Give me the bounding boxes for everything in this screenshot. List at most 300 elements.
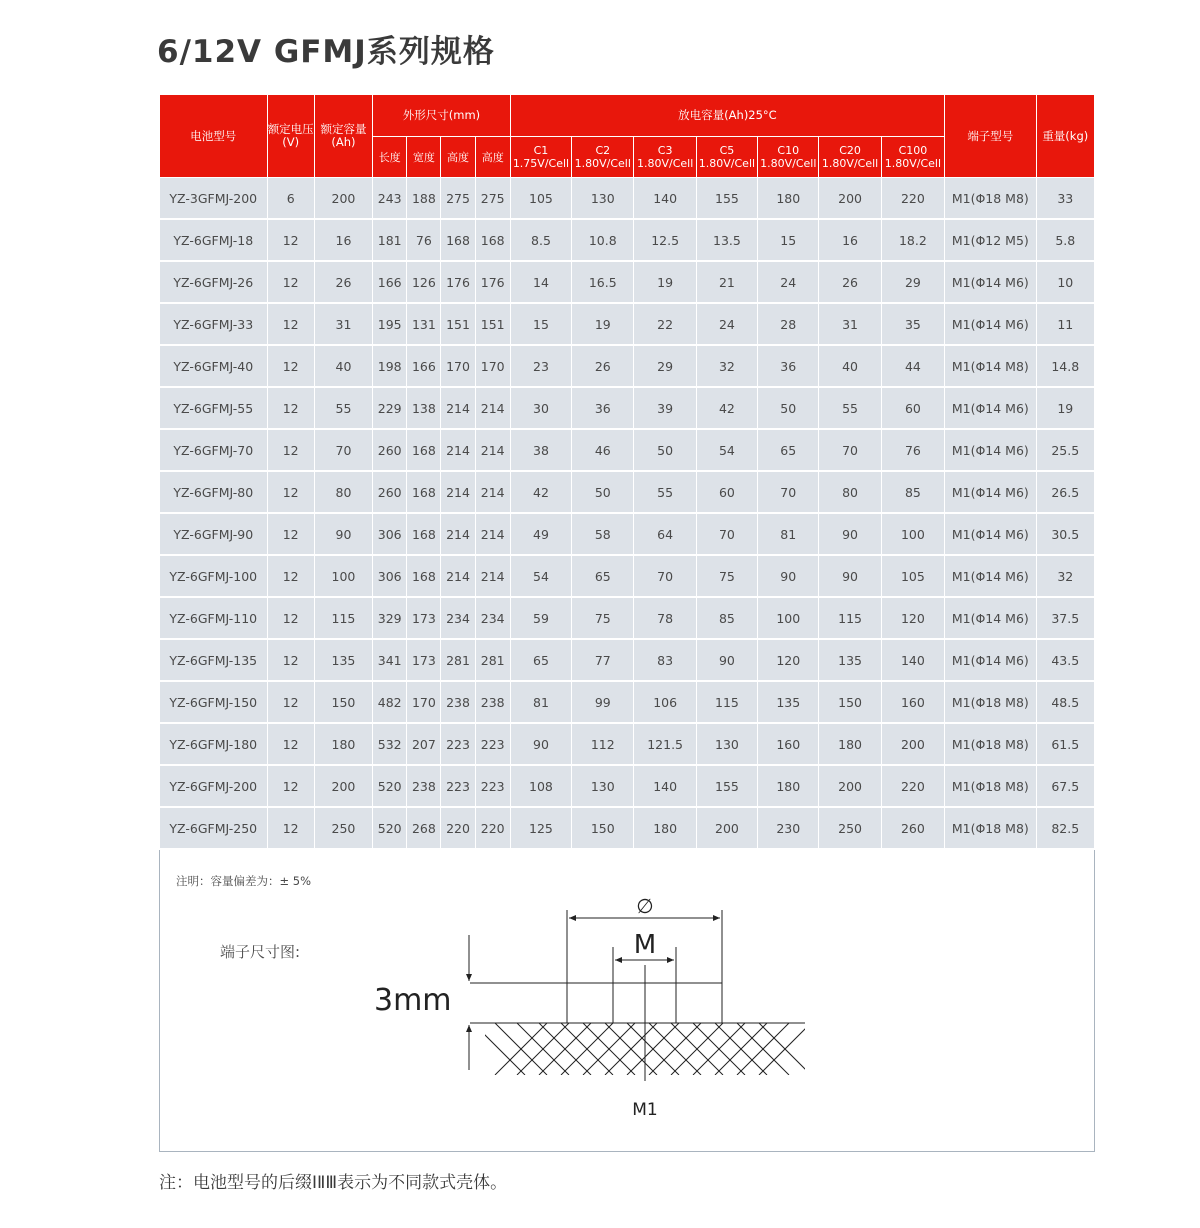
table-cell: 32 [1036, 555, 1094, 597]
table-cell: 166 [407, 345, 441, 387]
table-row [160, 639, 1095, 681]
table-cell: 214 [441, 387, 475, 429]
discharge-col-voltage: 1.80V/Cell [698, 157, 756, 170]
table-cell: M1(Φ14 M8) [945, 345, 1036, 387]
table-cell: 168 [407, 513, 441, 555]
table-cell: 125 [510, 807, 571, 849]
table-cell: 168 [407, 471, 441, 513]
table-row [160, 807, 1095, 849]
table-cell: 33 [1036, 178, 1094, 220]
table-cell: YZ-6GFMJ-40 [160, 345, 268, 387]
table-cell: 520 [373, 765, 407, 807]
table-cell: 26 [819, 261, 881, 303]
discharge-col-name: C20 [839, 144, 861, 157]
table-cell: M1(Φ18 M8) [945, 681, 1036, 723]
table-row [160, 178, 1095, 220]
table-cell: 12 [267, 807, 314, 849]
table-cell: 105 [881, 555, 944, 597]
table-cell: 243 [373, 178, 407, 220]
table-cell: 24 [696, 303, 757, 345]
table-cell: 100 [881, 513, 944, 555]
table-cell: 130 [572, 765, 634, 807]
table-cell: 170 [441, 345, 475, 387]
table-cell: 181 [373, 219, 407, 261]
table-cell: 28 [758, 303, 819, 345]
terminal-diagram [455, 885, 815, 1125]
table-cell: 214 [475, 429, 510, 471]
table-cell: 83 [634, 639, 696, 681]
table-cell: 40 [314, 345, 372, 387]
table-cell: 65 [510, 639, 571, 681]
table-cell: 10.8 [572, 219, 634, 261]
table-cell: YZ-6GFMJ-200 [160, 765, 268, 807]
table-cell: YZ-6GFMJ-55 [160, 387, 268, 429]
table-cell: M1(Φ18 M8) [945, 765, 1036, 807]
table-cell: 229 [373, 387, 407, 429]
diagram-label: 端子尺寸图: [220, 943, 301, 961]
table-cell: YZ-6GFMJ-110 [160, 597, 268, 639]
table-cell: YZ-6GFMJ-70 [160, 429, 268, 471]
table-cell: 173 [407, 639, 441, 681]
table-cell: 30.5 [1036, 513, 1094, 555]
table-cell: 214 [475, 555, 510, 597]
table-cell: 150 [572, 807, 634, 849]
table-cell: 42 [696, 387, 757, 429]
table-cell: 140 [634, 178, 696, 220]
table-cell: 16.5 [572, 261, 634, 303]
table-cell: 70 [758, 471, 819, 513]
table-cell: 12 [267, 261, 314, 303]
header-weight: 重量(kg) [1036, 95, 1094, 178]
table-cell: 238 [407, 765, 441, 807]
table-cell: 78 [634, 597, 696, 639]
table-cell: 43.5 [1036, 639, 1094, 681]
discharge-col-voltage: 1.80V/Cell [821, 157, 879, 170]
table-cell: 25.5 [1036, 429, 1094, 471]
table-cell: 21 [696, 261, 757, 303]
table-cell: 160 [881, 681, 944, 723]
table-row [160, 723, 1095, 765]
table-cell: 19 [634, 261, 696, 303]
table-cell: 281 [475, 639, 510, 681]
header-dim-col: 长度 [373, 137, 407, 178]
header-discharge-col [819, 137, 881, 178]
header-model: 电池型号 [160, 95, 268, 178]
table-cell: M1(Φ14 M6) [945, 597, 1036, 639]
table-cell: 200 [819, 765, 881, 807]
table-cell: 80 [314, 471, 372, 513]
table-cell: 160 [758, 723, 819, 765]
discharge-col-name: C100 [898, 144, 928, 157]
table-cell: 36 [758, 345, 819, 387]
table-cell: 306 [373, 555, 407, 597]
table-cell: 180 [758, 178, 819, 220]
table-cell: 70 [696, 513, 757, 555]
table-cell: 15 [758, 219, 819, 261]
table-cell: 115 [314, 597, 372, 639]
table-cell: 80 [819, 471, 881, 513]
table-cell: M1(Φ18 M8) [945, 178, 1036, 220]
table-cell: 200 [819, 178, 881, 220]
table-cell: 85 [696, 597, 757, 639]
table-cell: 90 [314, 513, 372, 555]
table-cell: 100 [314, 555, 372, 597]
table-cell: 176 [441, 261, 475, 303]
table-row [160, 303, 1095, 345]
table-cell: 36 [572, 387, 634, 429]
table-cell: 70 [634, 555, 696, 597]
table-row [160, 387, 1095, 429]
table-cell: 238 [441, 681, 475, 723]
table-cell: 10 [1036, 261, 1094, 303]
table-cell: 13.5 [696, 219, 757, 261]
diameter-symbol: ∅ [636, 894, 654, 918]
table-cell: M1(Φ18 M8) [945, 723, 1036, 765]
table-row [160, 345, 1095, 387]
table-cell: 180 [819, 723, 881, 765]
table-cell: 76 [407, 219, 441, 261]
header-dim-col: 宽度 [407, 137, 441, 178]
discharge-col-voltage: 1.80V/Cell [884, 157, 942, 170]
table-cell: 65 [572, 555, 634, 597]
table-cell: 250 [314, 807, 372, 849]
table-cell: 75 [696, 555, 757, 597]
header-discharge-col [510, 137, 571, 178]
table-cell: 12 [267, 387, 314, 429]
table-cell: 260 [373, 429, 407, 471]
table-cell: 29 [881, 261, 944, 303]
table-cell: 50 [572, 471, 634, 513]
table-cell: 150 [314, 681, 372, 723]
table-cell: M1(Φ14 M6) [945, 513, 1036, 555]
table-cell: 32 [696, 345, 757, 387]
table-cell: 112 [572, 723, 634, 765]
table-row [160, 555, 1095, 597]
discharge-col-name: C3 [657, 144, 673, 157]
discharge-col-voltage: 1.80V/Cell [574, 157, 631, 170]
table-cell: 24 [758, 261, 819, 303]
table-cell: 220 [475, 807, 510, 849]
table-cell: 8.5 [510, 219, 571, 261]
table-cell: 238 [475, 681, 510, 723]
table-cell: M1(Φ14 M6) [945, 303, 1036, 345]
table-cell: 26 [314, 261, 372, 303]
table-cell: 198 [373, 345, 407, 387]
table-cell: 120 [758, 639, 819, 681]
table-cell: 170 [407, 681, 441, 723]
table-cell: 151 [475, 303, 510, 345]
table-cell: 250 [819, 807, 881, 849]
table-cell: 260 [373, 471, 407, 513]
table-cell: 58 [572, 513, 634, 555]
header-row-top [160, 95, 1095, 137]
table-cell: 200 [314, 765, 372, 807]
table-cell: 108 [510, 765, 571, 807]
table-cell: M1(Φ14 M6) [945, 639, 1036, 681]
table-cell: 121.5 [634, 723, 696, 765]
header-capacity: 额定容量(Ah) [314, 95, 372, 178]
capacity-note: 注明：容量偏差为：± 5% [176, 874, 312, 888]
table-cell: 22 [634, 303, 696, 345]
table-cell: 173 [407, 597, 441, 639]
table-cell: 170 [475, 345, 510, 387]
table-cell: 90 [510, 723, 571, 765]
table-cell: 12 [267, 597, 314, 639]
table-row [160, 261, 1095, 303]
discharge-col-voltage: 1.80V/Cell [636, 157, 694, 170]
table-cell: YZ-6GFMJ-90 [160, 513, 268, 555]
table-cell: 5.8 [1036, 219, 1094, 261]
table-cell: 168 [407, 429, 441, 471]
table-cell: 234 [441, 597, 475, 639]
table-cell: YZ-6GFMJ-135 [160, 639, 268, 681]
table-cell: 40 [819, 345, 881, 387]
table-cell: 14.8 [1036, 345, 1094, 387]
table-cell: 130 [572, 178, 634, 220]
table-cell: 15 [510, 303, 571, 345]
discharge-col-name: C1 [533, 144, 549, 157]
table-cell: 188 [407, 178, 441, 220]
table-cell: 200 [696, 807, 757, 849]
discharge-col-name: C10 [777, 144, 800, 157]
table-cell: 46 [572, 429, 634, 471]
table-cell: 38 [510, 429, 571, 471]
table-cell: 223 [441, 723, 475, 765]
table-cell: 220 [881, 178, 944, 220]
table-cell: 140 [634, 765, 696, 807]
spec-table [159, 94, 1095, 850]
table-cell: 16 [819, 219, 881, 261]
discharge-col-voltage: 1.80V/Cell [760, 157, 817, 170]
table-cell: 35 [881, 303, 944, 345]
table-cell: 482 [373, 681, 407, 723]
table-cell: 19 [1036, 387, 1094, 429]
table-cell: 90 [819, 513, 881, 555]
table-cell: 155 [696, 765, 757, 807]
table-cell: YZ-6GFMJ-80 [160, 471, 268, 513]
table-row [160, 219, 1095, 261]
table-cell: 200 [881, 723, 944, 765]
table-cell: YZ-6GFMJ-100 [160, 555, 268, 597]
table-cell: 306 [373, 513, 407, 555]
table-cell: 12 [267, 723, 314, 765]
header-terminal: 端子型号 [945, 95, 1036, 178]
table-cell: 67.5 [1036, 765, 1094, 807]
table-cell: 23 [510, 345, 571, 387]
table-cell: M1(Φ14 M6) [945, 555, 1036, 597]
table-cell: 214 [475, 513, 510, 555]
table-cell: 44 [881, 345, 944, 387]
header-discharge-col [634, 137, 696, 178]
table-cell: M1(Φ12 M5) [945, 219, 1036, 261]
header-dimensions: 外形尺寸(mm) [373, 95, 511, 137]
table-cell: 220 [441, 807, 475, 849]
header-discharge-col [572, 137, 634, 178]
table-cell: 61.5 [1036, 723, 1094, 765]
header-discharge: 放电容量(Ah)25°C [510, 95, 944, 137]
table-cell: 115 [696, 681, 757, 723]
table-cell: 14 [510, 261, 571, 303]
table-cell: 99 [572, 681, 634, 723]
table-cell: 151 [441, 303, 475, 345]
table-cell: 26.5 [1036, 471, 1094, 513]
table-cell: 180 [758, 765, 819, 807]
table-cell: 166 [373, 261, 407, 303]
table-cell: 135 [819, 639, 881, 681]
table-cell: 214 [441, 429, 475, 471]
table-cell: 131 [407, 303, 441, 345]
table-cell: 81 [510, 681, 571, 723]
table-row [160, 681, 1095, 723]
table-cell: 39 [634, 387, 696, 429]
table-cell: 70 [819, 429, 881, 471]
thread-label: M [633, 930, 657, 960]
table-cell: 168 [441, 219, 475, 261]
table-cell: 223 [475, 765, 510, 807]
table-cell: 55 [819, 387, 881, 429]
table-cell: 16 [314, 219, 372, 261]
table-cell: 81 [758, 513, 819, 555]
header-discharge-col [696, 137, 757, 178]
table-cell: YZ-6GFMJ-250 [160, 807, 268, 849]
table-cell: 55 [314, 387, 372, 429]
table-cell: 130 [696, 723, 757, 765]
table-cell: YZ-6GFMJ-150 [160, 681, 268, 723]
table-cell: 12 [267, 429, 314, 471]
table-cell: 207 [407, 723, 441, 765]
table-row [160, 471, 1095, 513]
spec-table-body [160, 178, 1095, 850]
table-cell: 220 [881, 765, 944, 807]
table-cell: 329 [373, 597, 407, 639]
table-cell: M1(Φ14 M6) [945, 429, 1036, 471]
table-cell: 150 [819, 681, 881, 723]
table-cell: 214 [441, 513, 475, 555]
table-cell: YZ-6GFMJ-18 [160, 219, 268, 261]
table-cell: 115 [819, 597, 881, 639]
header-dim-col: 高度 [475, 137, 510, 178]
table-cell: M1(Φ14 M6) [945, 471, 1036, 513]
discharge-col-name: C2 [595, 144, 611, 157]
table-row [160, 513, 1095, 555]
table-cell: 11 [1036, 303, 1094, 345]
table-cell: 180 [314, 723, 372, 765]
table-cell: 12 [267, 513, 314, 555]
table-cell: YZ-6GFMJ-33 [160, 303, 268, 345]
table-cell: 19 [572, 303, 634, 345]
table-cell: 135 [758, 681, 819, 723]
table-cell: M1(Φ18 M8) [945, 807, 1036, 849]
table-cell: 55 [634, 471, 696, 513]
table-cell: 48.5 [1036, 681, 1094, 723]
height-dimension-label: 3mm [374, 983, 452, 1018]
table-cell: 90 [819, 555, 881, 597]
table-cell: 82.5 [1036, 807, 1094, 849]
table-cell: 54 [696, 429, 757, 471]
table-cell: 268 [407, 807, 441, 849]
table-cell: YZ-6GFMJ-26 [160, 261, 268, 303]
table-cell: 12 [267, 219, 314, 261]
table-cell: YZ-6GFMJ-180 [160, 723, 268, 765]
table-cell: 260 [881, 807, 944, 849]
table-cell: 106 [634, 681, 696, 723]
discharge-col-name: C5 [719, 144, 735, 157]
table-row [160, 597, 1095, 639]
table-cell: 520 [373, 807, 407, 849]
page-title: 6/12V GFMJ系列规格 [157, 34, 495, 70]
table-cell: 135 [314, 639, 372, 681]
table-cell: 12 [267, 555, 314, 597]
table-cell: 105 [510, 178, 571, 220]
table-cell: 138 [407, 387, 441, 429]
table-cell: 90 [758, 555, 819, 597]
table-cell: 223 [441, 765, 475, 807]
table-cell: 6 [267, 178, 314, 220]
table-cell: 64 [634, 513, 696, 555]
table-cell: 100 [758, 597, 819, 639]
table-cell: 140 [881, 639, 944, 681]
table-cell: 176 [475, 261, 510, 303]
footer-note: 注：电池型号的后缀ⅠⅡⅢ表示为不同款式壳体。 [159, 1173, 508, 1193]
table-cell: 341 [373, 639, 407, 681]
table-cell: YZ-3GFMJ-200 [160, 178, 268, 220]
table-cell: 120 [881, 597, 944, 639]
table-cell: 30 [510, 387, 571, 429]
table-cell: M1(Φ14 M6) [945, 387, 1036, 429]
table-cell: 31 [819, 303, 881, 345]
table-cell: 214 [475, 387, 510, 429]
table-cell: 12 [267, 345, 314, 387]
table-cell: 77 [572, 639, 634, 681]
table-cell: 155 [696, 178, 757, 220]
table-cell: 76 [881, 429, 944, 471]
table-cell: 50 [758, 387, 819, 429]
table-cell: 26 [572, 345, 634, 387]
table-cell: 12 [267, 639, 314, 681]
table-cell: 65 [758, 429, 819, 471]
table-cell: 90 [696, 639, 757, 681]
discharge-col-voltage: 1.75V/Cell [512, 157, 570, 170]
table-cell: 214 [475, 471, 510, 513]
ground-hatch [473, 1023, 811, 1075]
table-cell: 12 [267, 765, 314, 807]
table-cell: 180 [634, 807, 696, 849]
table-cell: M1(Φ14 M6) [945, 261, 1036, 303]
table-cell: 168 [475, 219, 510, 261]
table-cell: 12 [267, 471, 314, 513]
table-cell: 230 [758, 807, 819, 849]
table-cell: 214 [441, 555, 475, 597]
table-cell: 42 [510, 471, 571, 513]
table-cell: 70 [314, 429, 372, 471]
table-cell: 195 [373, 303, 407, 345]
table-cell: 234 [475, 597, 510, 639]
table-row [160, 429, 1095, 471]
table-cell: 49 [510, 513, 571, 555]
table-cell: 275 [475, 178, 510, 220]
table-cell: 18.2 [881, 219, 944, 261]
table-cell: 200 [314, 178, 372, 220]
table-cell: 223 [475, 723, 510, 765]
table-cell: 60 [696, 471, 757, 513]
table-cell: 532 [373, 723, 407, 765]
table-cell: 12.5 [634, 219, 696, 261]
table-cell: 75 [572, 597, 634, 639]
table-cell: 29 [634, 345, 696, 387]
header-discharge-col [881, 137, 944, 178]
table-cell: 85 [881, 471, 944, 513]
header-dim-col: 高度 [441, 137, 475, 178]
